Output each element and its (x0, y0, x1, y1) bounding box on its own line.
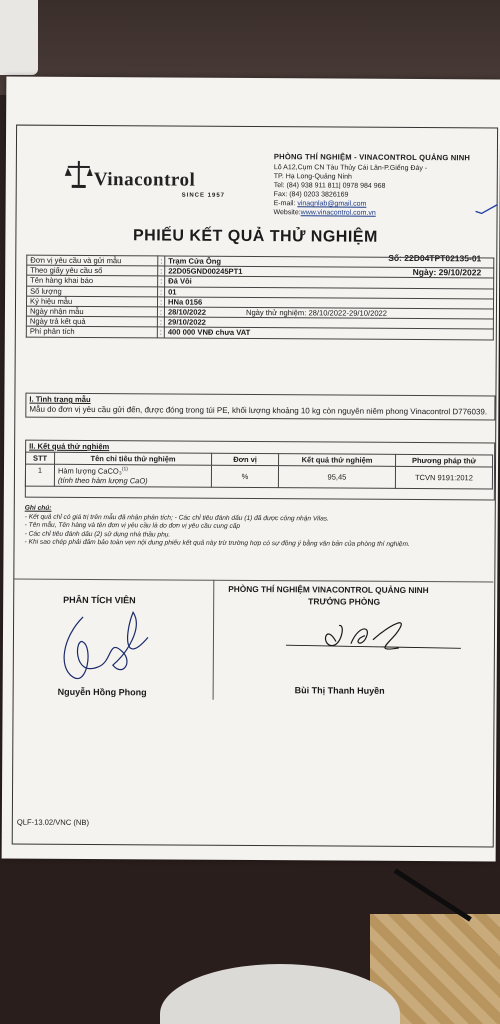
document-number: Số: 22D04TPT02135-01 (388, 252, 482, 264)
website-link[interactable]: www.vinacontrol.com.vn (300, 209, 376, 217)
head-name: Bùi Thị Thanh Huyền (294, 685, 385, 696)
website-line: Website:www.vinacontrol.com.vn (273, 209, 376, 217)
address-line-1: Lô A12,Cụm CN Tàu Thủy Cái Lân-P.Giếng Đáy - (273, 164, 428, 173)
test-date: Ngày thử nghiệm: 28/10/2022-29/10/2022 (245, 307, 388, 318)
section-body: Mẫu do đơn vị yêu cầu gửi đến, được đóng trong túi PE, khối lượng khoảng 10 kg còn nguyên niêm phong Vinacontrol D776039. (29, 404, 488, 417)
section-heading: II. Kết quả thử nghiệm (29, 441, 110, 452)
document-date: Ngày: 29/10/2022 (412, 266, 482, 278)
analyst-name: Nguyễn Hồng Phong (57, 686, 147, 698)
sample-condition-section (25, 393, 495, 421)
note-line: - Khi sao chép phải đảm bảo toàn vẹn nội dung phiếu kết quả này trừ trường hợp có sự đồng ý bằng văn bản của phòng thí nghiệm. (24, 538, 410, 549)
note-line: - Tên mẫu, Tên hàng và tên đơn vị yêu cầu là do đơn vị yêu cầu cung cấp (24, 521, 241, 531)
notes-block (25, 505, 493, 551)
unit-cell: % (211, 465, 278, 487)
form-code: QLF-13.02/VNC (NB) (16, 817, 90, 828)
analyst-title: PHÂN TÍCH VIÊN (63, 594, 136, 606)
logo-wordmark: Vinacontrol (93, 169, 196, 191)
background-bottom (0, 860, 500, 1024)
info-row: Đơn vị yêu cầu và gửi mẫu : Trạm Cửa Ông (27, 255, 494, 268)
email-line: E-mail: vinaqnlab@gmail.com (273, 200, 367, 208)
notes-heading: Ghi chú: (24, 504, 52, 512)
fax-line: Fax: (84) 0203 3826169 (273, 191, 349, 199)
email-link[interactable]: vinaqnlab@gmail.com (297, 200, 367, 208)
info-row: Số lượng : 01 (27, 286, 494, 299)
test-name-note: (tính theo hàm lượng CaO) (57, 475, 148, 485)
method-cell: TCVN 9191:2012 (395, 466, 492, 488)
results-table (25, 452, 493, 489)
tel-line: Tel: (84) 938 911 811| 0978 984 968 (273, 182, 386, 190)
info-row: Tên hàng khai báo : Đá Vôi (27, 276, 494, 289)
document-title: PHIẾU KẾT QUẢ THỬ NGHIỆM (132, 227, 378, 246)
address-line-2: TP. Hạ Long-Quảng Ninh (273, 173, 352, 181)
vinacontrol-scale-logo-icon (64, 159, 94, 191)
head-title: TRƯỞNG PHÒNG (308, 596, 381, 607)
info-row: Theo giấy yêu cầu số : 22D05GND00245PT1 (27, 265, 494, 278)
table-header-row: STT Tên chỉ tiêu thử nghiệm Đơn vị Kết quả thử nghiệm Phương pháp thử (26, 452, 493, 467)
info-row: Ngày nhận mẫu : 28/10/2022 Ngày thử nghiệm: 28/10/2022-29/10/2022 (26, 306, 493, 319)
background-paper-corner (0, 0, 38, 75)
lab-name: PHÒNG THÍ NGHIỆM - VINACONTROL QUẢNG NINH (273, 152, 471, 163)
document-page (2, 76, 500, 861)
lab-org-signature: PHÒNG THÍ NGHIỆM VINACONTROL QUẢNG NINH (228, 583, 429, 596)
note-line: - Kết quả chỉ có giá trị trên mẫu đã nhận phân tích; - Các chỉ tiêu đánh dấu (1) đã được công nhận Vilas. (24, 513, 329, 523)
note-line: - Các chỉ tiêu đánh dấu (2) sử dụng nhà thầu phụ. (24, 530, 171, 539)
sample-info-table (26, 252, 494, 340)
info-row: Ký hiệu mẫu : HNa 0156 (26, 296, 493, 309)
result-cell: 95,45 (278, 466, 395, 488)
table-row: 1 Hàm lượng CaCO₃$^{(1)}$ (tính theo hàm lượng CaO) % 95,45 TCVN 9191:2012 (25, 464, 492, 488)
check-tick-mark-icon (474, 201, 500, 215)
head-signature (281, 613, 471, 664)
test-name: Hàm lượng CaCO₃ (57, 466, 122, 476)
analyst-signature (53, 607, 163, 688)
section-heading: I. Tình trạng mẫu (29, 394, 91, 405)
background-cloth (160, 964, 400, 1024)
logo-since: SINCE 1957 (181, 192, 226, 199)
info-row: Phí phân tích : 400 000 VNĐ chưa VAT (26, 327, 493, 340)
info-row: Ngày trả kết quả : 29/10/2022 (26, 316, 493, 329)
